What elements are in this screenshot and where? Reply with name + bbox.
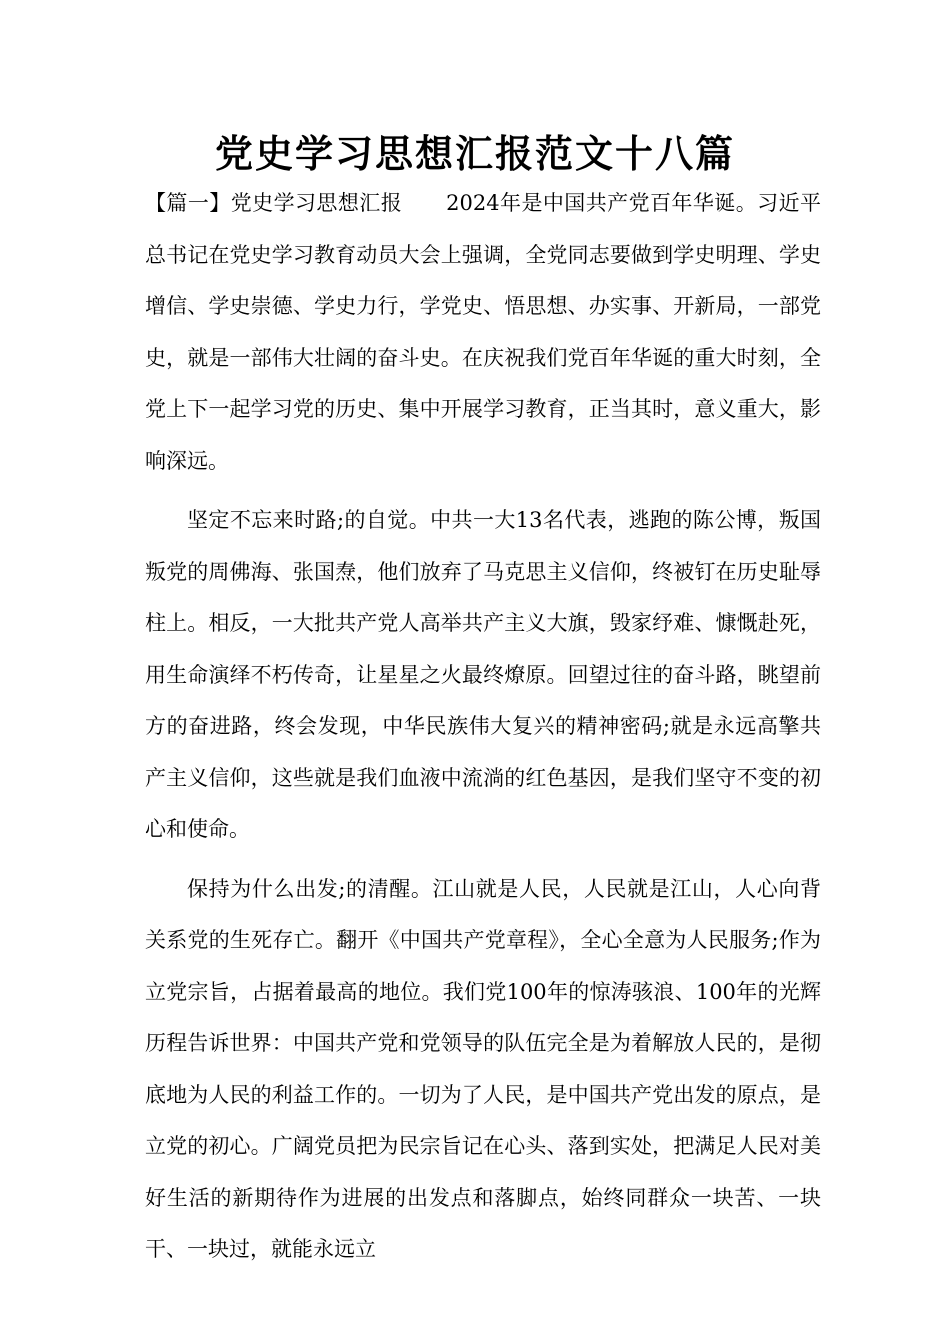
paragraph-3: 保持为什么出发;的清醒。江山就是人民，人民就是江山，人心向背关系党的生死存亡。翻开《中国共产党章程》，全心全意为人民服务;作为立党宗旨，占据着最高的地位。我们党100年的惊涛骇浪、100年的光辉历程告诉世界：中国共产党和党领导的队伍完全是为着解放人民的，是彻底地为人民的利益工作的。一切为了人民，是中国共产党出发的原点，是立党的初心。广阔党员把为民宗旨记在心头、落到实处，把满足人民对美好生活的新期待作为进展的出发点和落脚点，始终同群众一块苦、一块干、一块过，就能永远立 (145, 876, 821, 1261)
section-label: 【篇一】党史学习思想汇报 (145, 191, 403, 215)
paragraph-2: 坚定不忘来时路;的自觉。中共一大13名代表，逃跑的陈公博，叛国叛党的周佛海、张国焘，他们放弃了马克思主义信仰，终被钉在历史耻辱柱上。相反，一大批共产党人高举共产主义大旗，毁家纾难、慷慨赴死，用生命演绎不朽传奇，让星星之火最终燎原。回望过往的奋斗路，眺望前方的奋进路，终会发现，中华民族伟大复兴的精神密码;就是永远高擎共产主义信仰，这些就是我们血液中流淌的红色基因，是我们坚守不变的初心和使命。 (145, 508, 821, 841)
paragraph-1 (145, 178, 821, 487)
document-body (145, 178, 821, 1276)
paragraph-1-text: 2024年是中国共产党百年华诞。习近平总书记在党史学习教育动员大会上强调，全党同志要做到学史明理、学史增信、学史崇德、学史力行，学党史、悟思想、办实事、开新局，一部党史，就是一部伟大壮阔的奋斗史。在庆祝我们党百年华诞的重大时刻，全党上下一起学习党的历史、集中开展学习教育，正当其时，意义重大，影响深远。 (145, 191, 821, 473)
document-title: 党史学习思想汇报范文十八篇 (214, 131, 735, 176)
